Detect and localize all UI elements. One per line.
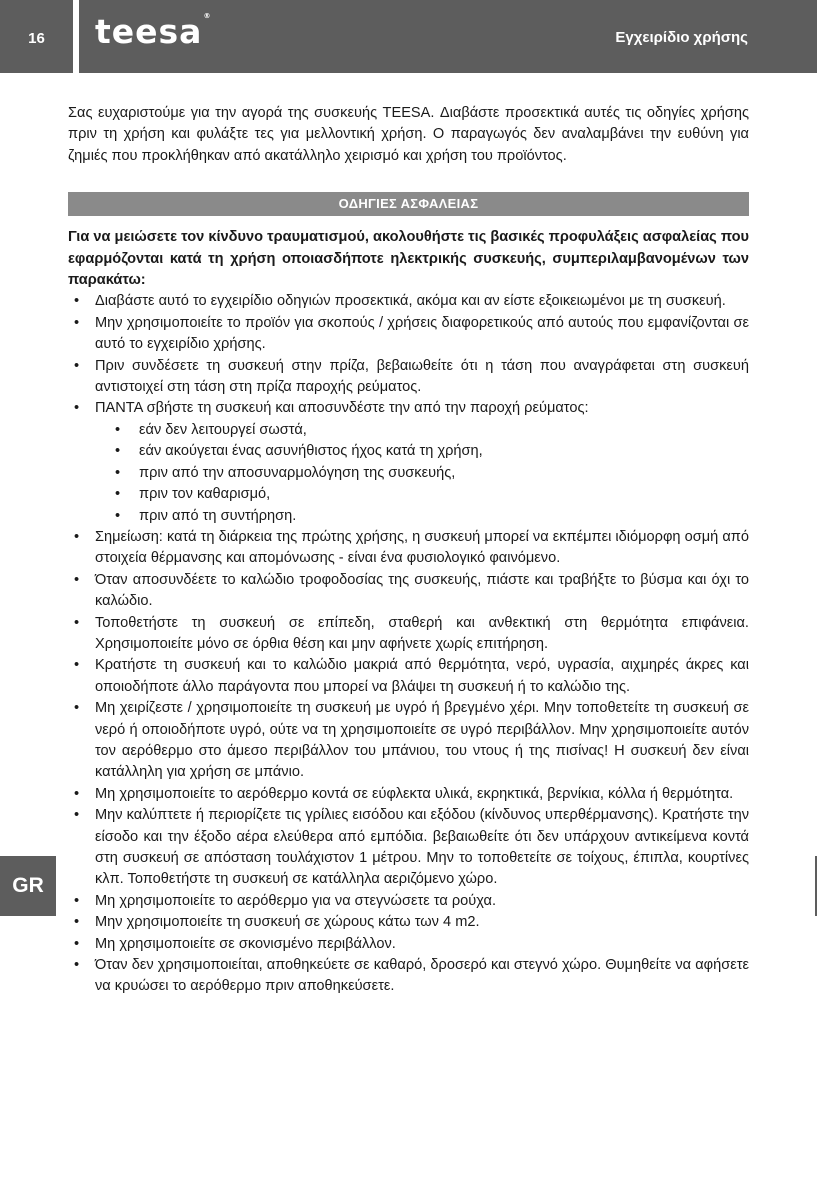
bullet-icon: •: [74, 293, 80, 310]
rule-text: Τοποθετήστε τη συσκευή σε επίπεδη, σταθερή και ανθεκτική στη θερμότητα επιφάνεια. Χρησιμοποιείτε μόνο σε όρθια θέση και μην αφήνετε χωρίς επιτήρηση.: [95, 614, 749, 652]
lead-paragraph: Για να μειώσετε τον κίνδυνο τραυματισμού, ακολουθήστε τις βασικές προφυλάξεις ασφαλείας που εφαρμόζονται κατά τη χρήση οποιασδήποτε ηλεκτρικής συσκευής, συμπεριλαμβανομένων των παρακάτω:: [68, 229, 749, 289]
bullet-icon: •: [74, 528, 80, 545]
bullet-icon: •: [115, 464, 121, 481]
bullet-icon: •: [74, 614, 80, 631]
bullet-icon: •: [74, 935, 80, 952]
rule-item: [68, 570, 749, 613]
rule-item: [68, 891, 749, 912]
bullet-icon: •: [74, 785, 80, 802]
sub-rule-text: πριν από τη συντήρηση.: [139, 507, 297, 524]
header-bar: [79, 0, 817, 73]
brand-logo-text: teesa: [95, 12, 203, 51]
rule-text: Σημείωση: κατά τη διάρκεια της πρώτης χρήσης, η συσκευή μπορεί να εκπέμπει ιδιόμορφη οσμή από στοιχεία θέρμανσης και απομόνωσης - είναι ένα φυσιολογικό φαινόμενο.: [95, 528, 749, 567]
sub-rule-text: πριν τον καθαρισμό,: [139, 486, 271, 503]
header-divider: [76, 0, 78, 73]
rule-item: [68, 655, 749, 698]
sub-rule-item: [95, 463, 749, 484]
rule-text: Όταν δεν χρησιμοποιείται, αποθηκεύετε σε καθαρό, δροσερό και στεγνό χώρο. Θυμηθείτε να αφήσετε να κρυώσει το αερόθερμο πριν αποθηκεύσετε.: [95, 957, 749, 995]
bullet-icon: •: [74, 657, 80, 674]
section-heading: ΟΔΗΓΙΕΣ ΑΣΦΑΛΕΙΑΣ: [68, 192, 749, 216]
rule-item: [68, 356, 749, 399]
sub-rule-text: εάν δεν λειτουργεί σωστά,: [139, 421, 307, 438]
bullet-icon: •: [74, 914, 80, 931]
rule-item: [68, 912, 749, 933]
bullet-icon: •: [115, 421, 121, 438]
bullet-icon: •: [74, 400, 80, 417]
sub-rule-item: [95, 484, 749, 505]
bullet-icon: •: [115, 507, 121, 524]
rule-text: Διαβάστε αυτό το εγχειρίδιο οδηγιών προσεκτικά, ακόμα και αν είστε εξοικειωμένοι με τη συσκευή.: [95, 293, 726, 310]
bullet-icon: •: [74, 700, 80, 717]
document-title: Εγχειρίδιο χρήσης: [615, 29, 748, 46]
intro-paragraph: Σας ευχαριστούμε για την αγορά της συσκευής TEESA. Διαβάστε προσεκτικά αυτές τις οδηγίες χρήσης πριν τη χρήση και φυλάξτε τες για μελλοντική χρήση. Ο παραγωγός δεν αναλαμβάνει την ευθύνη για ζημιές που προκλήθηκαν από ακατάλληλο χειρισμό και χρήση του προϊόντος.: [68, 105, 749, 164]
bullet-icon: •: [115, 486, 121, 503]
rule-text: Πριν συνδέσετε τη συσκευή στην πρίζα, βεβαιωθείτε ότι η τάση που αναγράφεται στη συσκευή αντιστοιχεί στη τάση στη πρίζα παροχής ρεύματος.: [95, 357, 749, 396]
sub-rule-item: [95, 506, 749, 527]
main-content: [68, 103, 749, 998]
rule-text: Μην χρησιμοποιείτε τη συσκευή σε χώρους κάτω των 4 m2.: [95, 914, 480, 931]
bullet-icon: •: [74, 571, 80, 588]
sub-rule-text: εάν ακούγεται ένας ασυνήθιστος ήχος κατά τη χρήση,: [139, 443, 483, 460]
rule-text: Κρατήστε τη συσκευή και το καλώδιο μακριά από θερμότητα, νερό, υγρασία, αιχμηρές άκρες και οποιοδήποτε άλλο παράγοντα που μπορεί να βλάψει τη συσκευή ή το καλώδιο της.: [95, 657, 749, 695]
rule-text: Μη χρησιμοποιείτε σε σκονισμένο περιβάλλον.: [95, 935, 396, 952]
rule-item: [68, 613, 749, 656]
rule-item: [68, 934, 749, 955]
rule-item: [68, 398, 749, 526]
rule-item: [68, 805, 749, 891]
rule-item: [68, 698, 749, 784]
sub-rule-text: πριν από την αποσυναρμολόγηση της συσκευής,: [139, 464, 456, 481]
rule-text: Μη χρησιμοποιείτε το αερόθερμο για να στεγνώσετε τα ρούχα.: [95, 892, 496, 909]
rule-item: [68, 291, 749, 312]
bullet-icon: •: [74, 357, 80, 374]
sub-rules-list: [95, 420, 749, 527]
bullet-icon: •: [74, 892, 80, 909]
safety-rules-list: [68, 291, 749, 997]
rule-item: [68, 784, 749, 805]
language-tab-label: GR: [12, 874, 44, 897]
rule-text: Μη χρησιμοποιείτε το αερόθερμο κοντά σε εύφλεκτα υλικά, εκρηκτικά, βερνίκια, κόλλα ή θερμότητα.: [95, 785, 734, 802]
language-tab: [0, 856, 56, 916]
rule-item: [68, 313, 749, 356]
bullet-icon: •: [115, 443, 121, 460]
brand-logo: [95, 12, 211, 51]
rule-item: [68, 955, 749, 998]
bullet-icon: •: [74, 957, 80, 974]
rule-item: [68, 527, 749, 570]
sub-rule-item: [95, 441, 749, 462]
rule-text: ΠΑΝΤΑ σβήστε τη συσκευή και αποσυνδέστε την από την παροχή ρεύματος:: [95, 400, 589, 417]
rule-text: Μην καλύπτετε ή περιορίζετε τις γρίλιες εισόδου και εξόδου (κίνδυνος υπερθέρμανσης). Κρατήστε την είσοδο και την έξοδο αέρα ελεύθερα από εμπόδια. βεβαιωθείτε ότι δεν υπάρχουν αντικείμενα κοντά στη συσκευή σε απόσταση τουλάχιστον 1 μέτρου. Μην το τοποθετείτε σε τοίχους, έπιπλα, κουρτίνες κλπ. Τοποθετήστε τη συσκευή σε κατάλληλα αεριζόμενο χώρο.: [95, 807, 749, 888]
rule-text: Όταν αποσυνδέετε το καλώδιο τροφοδοσίας της συσκευής, πιάστε και τραβήξτε το βύσμα και όχι το καλώδιο.: [95, 571, 749, 610]
rule-text: Μην χρησιμοποιείτε το προϊόν για σκοπούς / χρήσεις διαφορετικούς από αυτούς που εμφανίζονται σε αυτό το εγχειρίδιο χρήσης.: [95, 314, 749, 353]
sub-rule-item: [95, 420, 749, 441]
rule-text: Μη χειρίζεστε / χρησιμοποιείτε τη συσκευή με υγρό ή βρεγμένο χέρι. Μην τοποθετείτε τη συσκευή σε νερό ή οποιοδήποτε υγρό, ούτε να τη χρησιμοποιείτε σε υγρό περιβάλλον. Μην χρησιμοποιείτε αυτόν τον αερόθερμο στο άμεσο περιβάλλον του μπάνιου, του ντους ή της πισίνας! Η συσκευή δεν είναι κατάλληλη για χρήση σε μπάνιο.: [95, 700, 749, 781]
page-number: [0, 0, 73, 73]
page-number-text: 16: [28, 30, 45, 47]
registered-mark: ®: [203, 12, 212, 20]
bullet-icon: •: [74, 807, 80, 824]
bullet-icon: •: [74, 314, 80, 331]
